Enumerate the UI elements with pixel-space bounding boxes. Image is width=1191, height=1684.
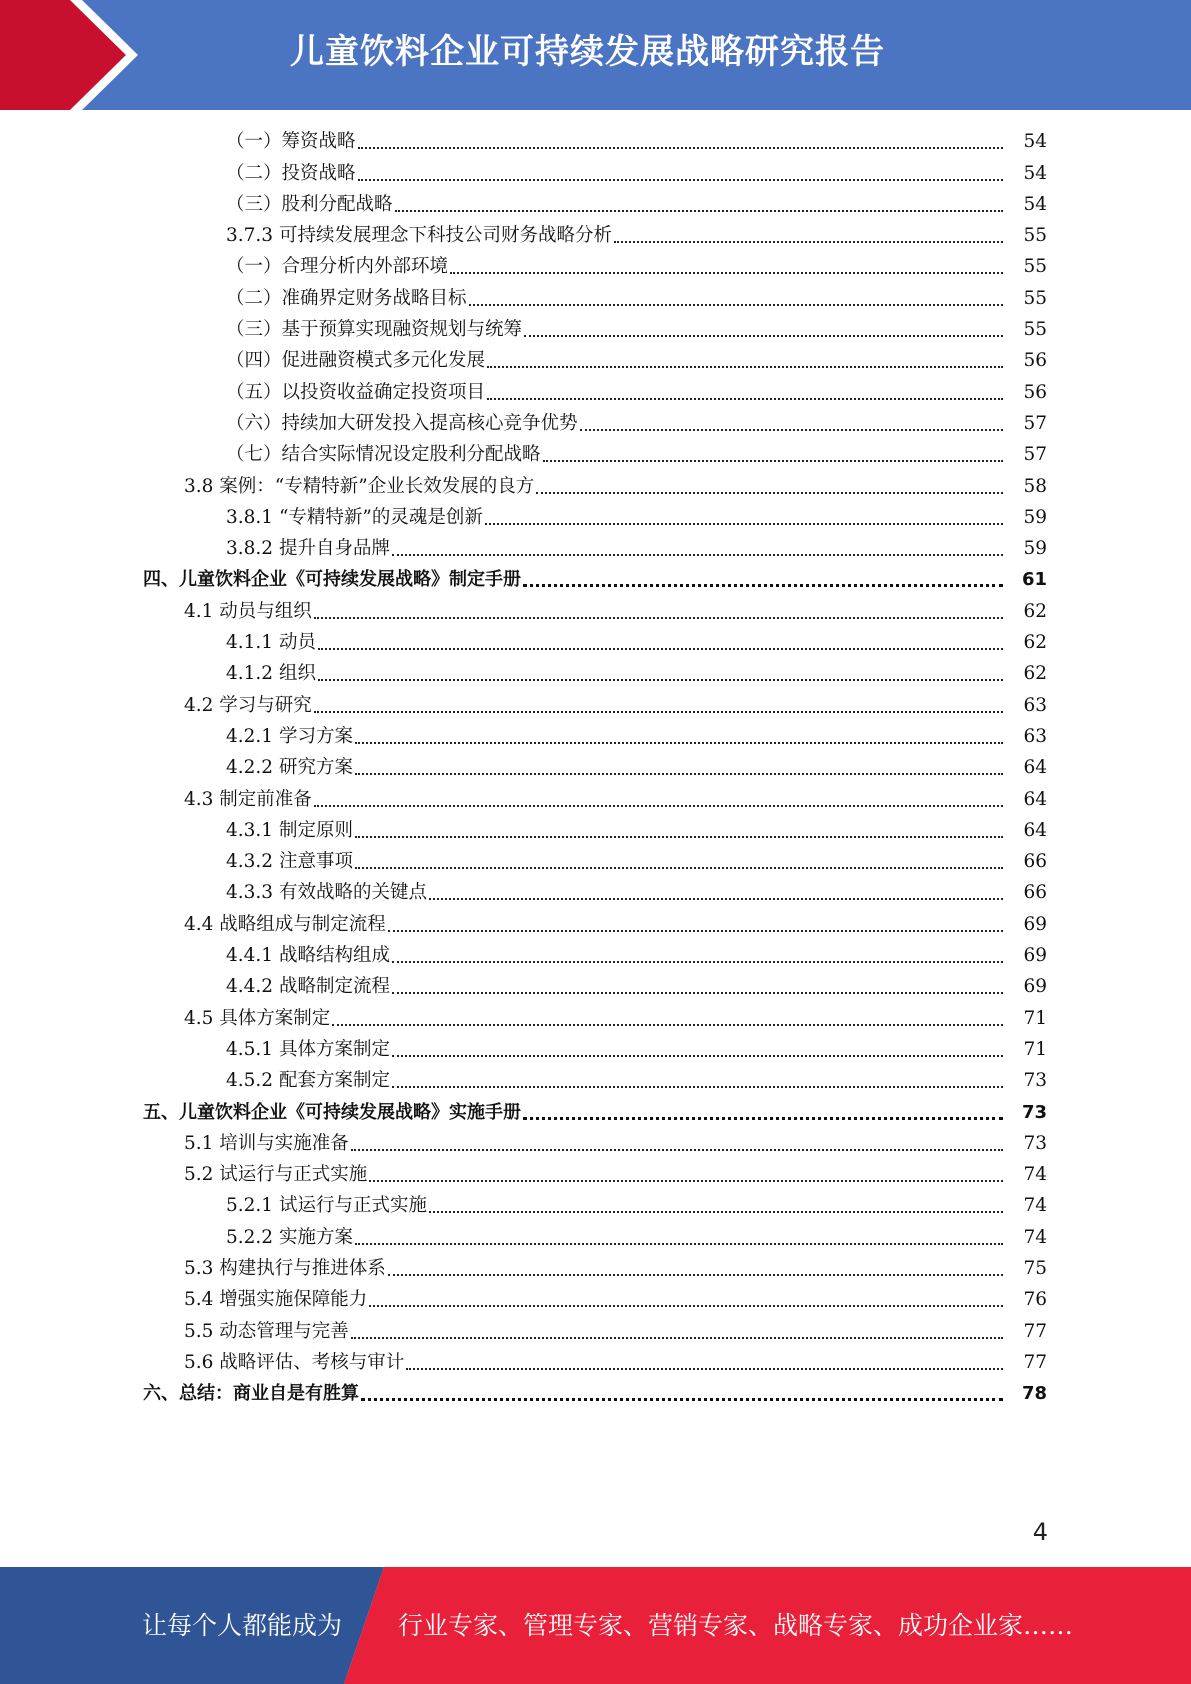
toc-entry-title: （二）准确界定财务战略目标 [226,287,467,309]
toc-entry-title: 4.3 制定前准备 [184,788,312,810]
toc-dot-leader [369,1305,1003,1307]
toc-entry-page: 71 [1023,1007,1047,1029]
toc-entry-page: 61 [1021,569,1047,591]
toc-dot-leader [369,1180,1003,1182]
toc-entry[interactable] [0,1191,1191,1222]
toc-dot-leader [355,742,1003,744]
toc-entry[interactable] [0,1097,1191,1128]
page-number: 4 [1032,1518,1048,1546]
toc-dot-leader [580,429,1003,431]
toc-entry-page: 63 [1023,694,1047,716]
toc-dot-leader [388,1274,1003,1276]
toc-entry-title: 3.7.3 可持续发展理念下科技公司财务战略分析 [226,225,612,247]
toc-dot-leader [487,398,1003,400]
toc-entry-title: 4.2.2 研究方案 [226,757,353,779]
toc-entry-title: （一）合理分析内外部环境 [226,256,449,278]
toc-entry[interactable] [0,1348,1191,1379]
toc-entry[interactable] [0,221,1191,252]
toc-dot-leader [469,304,1003,306]
toc-entry-page: 74 [1023,1226,1047,1248]
toc-entry-title: 四、儿童饮料企业《可持续发展战略》制定手册 [143,569,521,591]
toc-entry-title: 5.1 培训与实施准备 [184,1132,349,1154]
toc-entry-page: 73 [1023,1070,1047,1092]
toc-entry-page: 56 [1023,350,1047,372]
toc-entry[interactable] [0,1379,1191,1410]
toc-entry-title: 3.8 案例：“专精特新”企业长效发展的良方 [184,475,535,497]
toc-entry-page: 57 [1023,444,1047,466]
toc-entry-page: 71 [1023,1038,1047,1060]
toc-entry-page: 56 [1023,381,1047,403]
toc-entry-title: 3.8.1 “专精特新”的灵魂是创新 [226,506,483,528]
toc-entry[interactable] [0,158,1191,189]
toc-entry-title: （四）促进融资模式多元化发展 [226,350,486,372]
toc-entry-page: 69 [1023,976,1047,998]
toc-entry-page: 54 [1023,162,1047,184]
toc-entry-page: 58 [1023,475,1047,497]
toc-entry-title: （六）持续加大研发投入提高核心竞争优势 [226,412,578,434]
toc-dot-leader [543,460,1003,462]
toc-entry-page: 69 [1023,913,1047,935]
toc-entry[interactable] [0,816,1191,847]
toc-entry-page: 59 [1023,506,1047,528]
toc-entry-page: 55 [1023,287,1047,309]
toc-entry[interactable] [0,283,1191,314]
toc-dot-leader [318,648,1003,650]
toc-dot-leader [318,679,1003,681]
toc-dot-leader [351,1149,1003,1151]
toc-entry[interactable] [0,628,1191,659]
toc-dot-leader [355,836,1003,838]
toc-dot-leader [429,1211,1003,1213]
toc-entry[interactable] [0,377,1191,408]
toc-dot-leader [392,554,1003,556]
toc-entry-page: 59 [1023,538,1047,560]
toc-entry-title: 六、总结：商业自是有胜算 [143,1383,359,1405]
toc-entry[interactable] [0,941,1191,972]
toc-entry-title: 4.5.2 配套方案制定 [226,1070,390,1092]
footer-slogan-right: 行业专家、管理专家、营销专家、战略专家、成功企业家…… [398,1611,1074,1640]
toc-entry[interactable] [0,722,1191,753]
toc-entry-title: （一）筹资战略 [226,131,356,153]
toc-entry[interactable] [0,503,1191,534]
toc-entry[interactable] [0,127,1191,158]
toc-entry-title: 4.1 动员与组织 [184,600,312,622]
toc-entry[interactable] [0,534,1191,565]
toc-entry-title: 5.6 战略评估、考核与审计 [184,1351,405,1373]
page-header [0,0,1191,110]
toc-entry[interactable] [0,1285,1191,1316]
toc-entry[interactable] [0,315,1191,346]
toc-entry-title: 4.5 具体方案制定 [184,1007,331,1029]
page-footer [0,1567,1191,1684]
footer-slogan-left: 让每个人都能成为 [142,1611,343,1640]
toc-entry[interactable] [0,972,1191,1003]
toc-entry-page: 62 [1023,663,1047,685]
toc-entry-title: 4.1.2 组织 [226,663,316,685]
toc-entry[interactable] [0,847,1191,878]
toc-entry[interactable] [0,1129,1191,1160]
report-title: 儿童饮料企业可持续发展战略研究报告 [290,32,885,72]
toc-dot-leader [450,272,1003,274]
toc-entry-title: 4.3.3 有效战略的关键点 [226,882,427,904]
toc-entry-title: 五、儿童饮料企业《可持续发展战略》实施手册 [143,1101,521,1123]
toc-entry-title: 4.3.1 制定原则 [226,819,353,841]
toc-entry-page: 63 [1023,725,1047,747]
toc-entry-page: 77 [1023,1351,1047,1373]
toc-dot-leader [332,1024,1003,1026]
toc-entry-page: 62 [1023,632,1047,654]
toc-dot-leader [523,584,1003,587]
toc-entry-page: 73 [1023,1132,1047,1154]
toc-entry[interactable] [0,1222,1191,1253]
toc-entry[interactable] [0,1035,1191,1066]
toc-entry[interactable] [0,565,1191,596]
toc-entry-page: 55 [1023,225,1047,247]
toc-dot-leader [314,617,1003,619]
toc-dot-leader [406,1368,1003,1370]
toc-dot-leader [314,805,1003,807]
toc-entry-page: 66 [1023,882,1047,904]
toc-dot-leader [536,492,1003,494]
toc-dot-leader [524,335,1003,337]
toc-entry[interactable] [0,190,1191,221]
toc-entry-page: 75 [1023,1257,1047,1279]
toc-dot-leader [487,366,1003,368]
toc-dot-leader [358,179,1003,181]
toc-entry-title: 5.2 试运行与正式实施 [184,1164,368,1186]
toc-dot-leader [314,711,1003,713]
toc-entry-title: 5.4 增强实施保障能力 [184,1289,368,1311]
table-of-contents [0,127,1191,1410]
toc-entry-title: 4.5.1 具体方案制定 [226,1038,390,1060]
toc-entry-title: （二）投资战略 [226,162,356,184]
toc-entry-title: （五）以投资收益确定投资项目 [226,381,486,403]
toc-dot-leader [523,1117,1003,1120]
toc-dot-leader [392,1055,1003,1057]
toc-entry-title: 3.8.2 提升自身品牌 [226,538,390,560]
toc-entry[interactable] [0,1003,1191,1034]
toc-dot-leader [485,523,1003,525]
toc-entry-page: 73 [1021,1101,1047,1123]
toc-entry-page: 64 [1023,788,1047,810]
toc-dot-leader [392,1086,1003,1088]
toc-dot-leader [351,1337,1003,1339]
toc-entry[interactable] [0,878,1191,909]
toc-entry-page: 64 [1023,819,1047,841]
toc-entry-page: 55 [1023,319,1047,341]
toc-entry-page: 74 [1023,1164,1047,1186]
toc-entry-title: 4.1.1 动员 [226,632,316,654]
toc-entry-page: 57 [1023,412,1047,434]
toc-entry[interactable] [0,440,1191,471]
toc-entry[interactable] [0,409,1191,440]
toc-entry-page: 76 [1023,1289,1047,1311]
toc-entry-title: 5.5 动态管理与完善 [184,1320,349,1342]
toc-dot-leader [358,147,1003,149]
toc-entry-title: 4.4.1 战略结构组成 [226,945,390,967]
toc-entry-title: 4.3.2 注意事项 [226,851,353,873]
toc-entry[interactable] [0,471,1191,502]
toc-dot-leader [361,1398,1003,1401]
toc-entry-page: 54 [1023,193,1047,215]
toc-entry-page: 78 [1021,1383,1047,1405]
toc-entry[interactable] [0,1160,1191,1191]
toc-entry[interactable] [0,1316,1191,1347]
toc-entry[interactable] [0,252,1191,283]
toc-dot-leader [355,773,1003,775]
toc-entry[interactable] [0,659,1191,690]
header-arrow-decoration [0,0,160,110]
toc-entry[interactable] [0,753,1191,784]
toc-dot-leader [614,241,1003,243]
toc-entry-page: 55 [1023,256,1047,278]
toc-dot-leader [392,961,1003,963]
toc-dot-leader [388,930,1003,932]
toc-entry-page: 64 [1023,757,1047,779]
toc-entry-page: 69 [1023,945,1047,967]
toc-entry[interactable] [0,346,1191,377]
toc-entry-page: 54 [1023,131,1047,153]
toc-entry-page: 66 [1023,851,1047,873]
toc-entry[interactable] [0,1254,1191,1285]
toc-entry-title: 4.4.2 战略制定流程 [226,976,390,998]
toc-entry-title: （七）结合实际情况设定股利分配战略 [226,444,541,466]
toc-entry-title: 4.2.1 学习方案 [226,725,353,747]
toc-entry-title: （三）基于预算实现融资规划与统筹 [226,319,523,341]
toc-dot-leader [429,898,1003,900]
toc-entry[interactable] [0,909,1191,940]
toc-entry[interactable] [0,596,1191,627]
toc-entry-title: （三）股利分配战略 [226,193,393,215]
toc-dot-leader [355,1243,1003,1245]
toc-entry-title: 5.2.1 试运行与正式实施 [226,1195,427,1217]
toc-entry-title: 4.4 战略组成与制定流程 [184,913,386,935]
toc-dot-leader [392,992,1003,994]
toc-entry[interactable] [0,1066,1191,1097]
toc-dot-leader [355,867,1003,869]
toc-entry[interactable] [0,784,1191,815]
toc-entry-page: 77 [1023,1320,1047,1342]
toc-entry[interactable] [0,690,1191,721]
toc-entry-title: 5.2.2 实施方案 [226,1226,353,1248]
toc-entry-page: 74 [1023,1195,1047,1217]
toc-dot-leader [395,210,1003,212]
toc-entry-title: 4.2 学习与研究 [184,694,312,716]
toc-entry-title: 5.3 构建执行与推进体系 [184,1257,386,1279]
toc-entry-page: 62 [1023,600,1047,622]
